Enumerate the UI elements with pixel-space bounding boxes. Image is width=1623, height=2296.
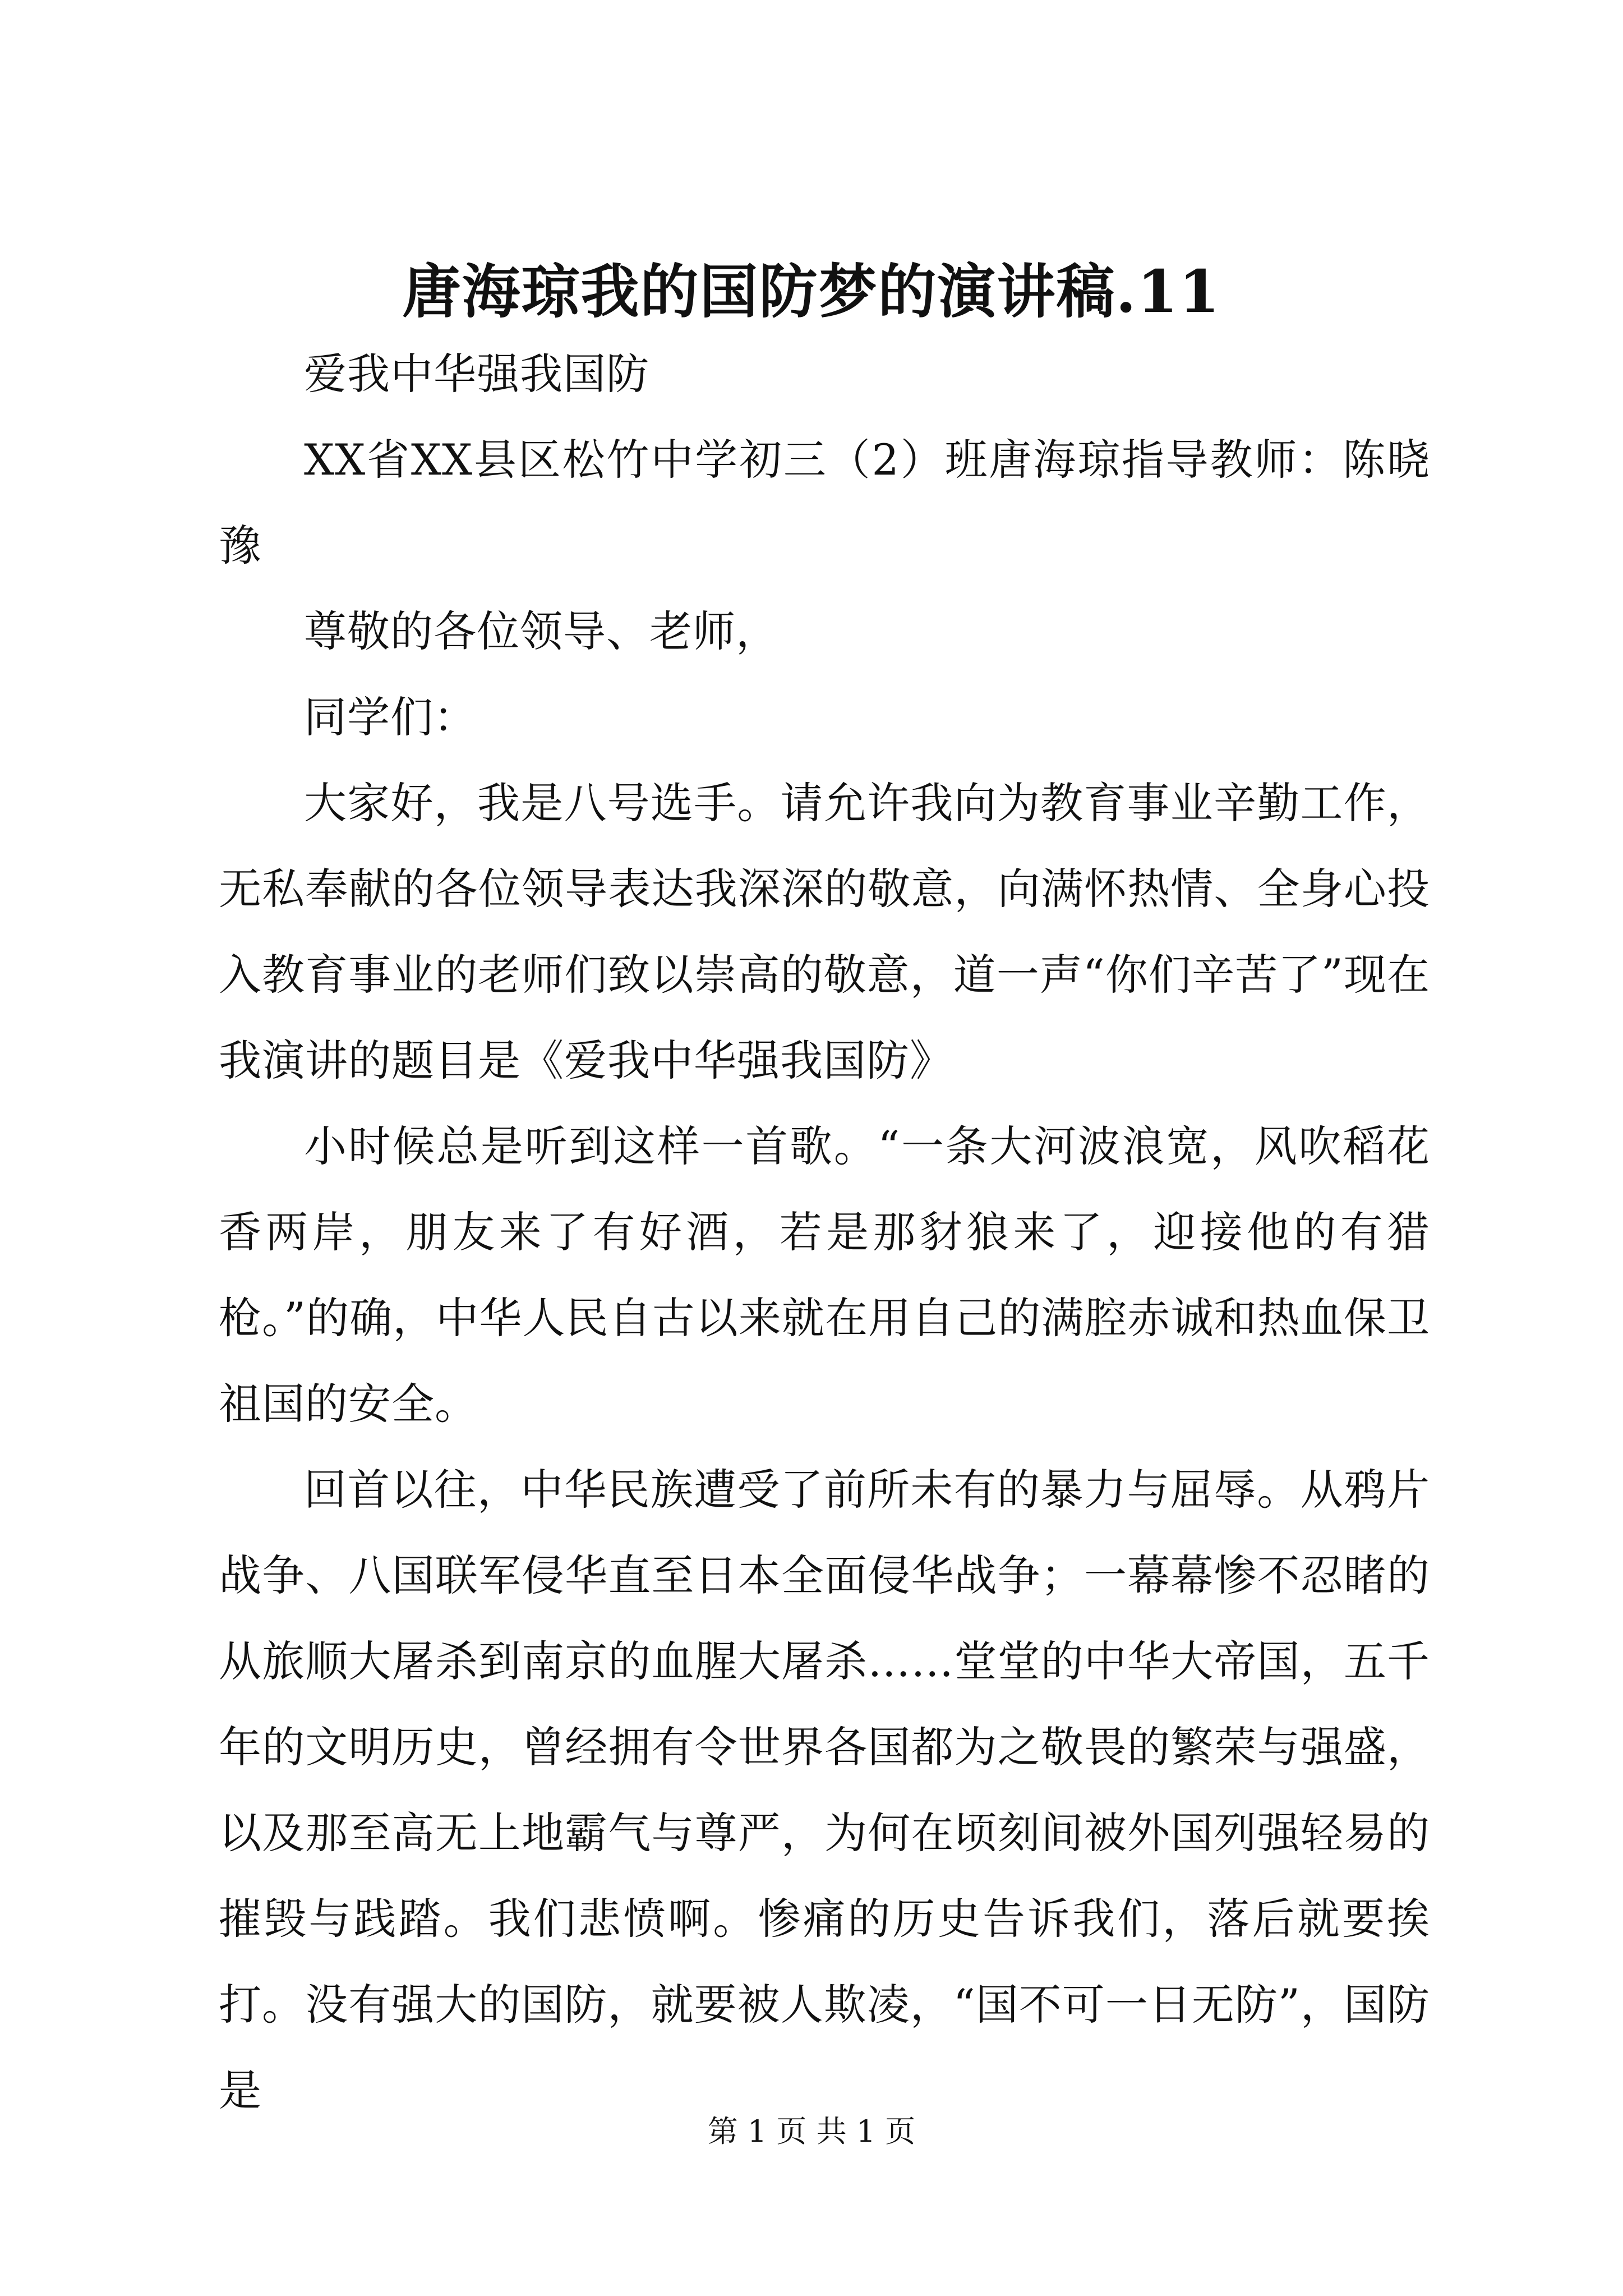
paragraph-salutation: 尊敬的各位领导、老师，	[304, 606, 779, 656]
page-footer: 第 1 页 共 1 页	[707, 2114, 916, 2149]
paragraph-salutation-classmates: 同学们：	[304, 692, 477, 742]
paragraph-subtitle: 爱我中华强我国防	[304, 349, 649, 399]
paragraph-song: 小时候总是听到这样一首歌。“一条大河波浪宽，风吹稻花香两岸，朋友来了有好酒，若是那豺狼来了，迎接他的有猎枪。”的确，中华人民自古以来就在用自己的满腔赤诚和热血保卫祖国的安全。	[219, 1121, 1430, 1429]
document-body	[219, 331, 1430, 2133]
paragraph-introduction: 大家好，我是八号选手。请允许我向为教育事业辛勤工作，无私奉献的各位领导表达我深深的敬意，向满怀热情、全身心投入教育事业的老师们致以崇高的敬意，道一声“你们辛苦了”现在我演讲的题目是《爱我中华强我国防》	[219, 778, 1430, 1085]
document-title: 唐海琼我的国防梦的演讲稿.11	[402, 257, 1221, 326]
paragraph-history: 回首以往，中华民族遭受了前所未有的暴力与屈辱。从鸦片战争、八国联军侵华直至日本全面侵华战争；一幕幕惨不忍睹的从旅顺大屠杀到南京的血腥大屠杀……堂堂的中华大帝国，五千年的文明历史，曾经拥有令世界各国都为之敬畏的繁荣与强盛，以及那至高无上地霸气与尊严，为何在顷刻间被外国列强轻易的摧毁与践踏。我们悲愤啊。惨痛的历史告诉我们，落后就要挨打。没有强大的国防，就要被人欺凌，“国不可一日无防”，国防是	[219, 1465, 1430, 2115]
paragraph-author: XX省XX县区松竹中学初三（2）班唐海琼指导教师：陈晓豫	[219, 435, 1430, 570]
